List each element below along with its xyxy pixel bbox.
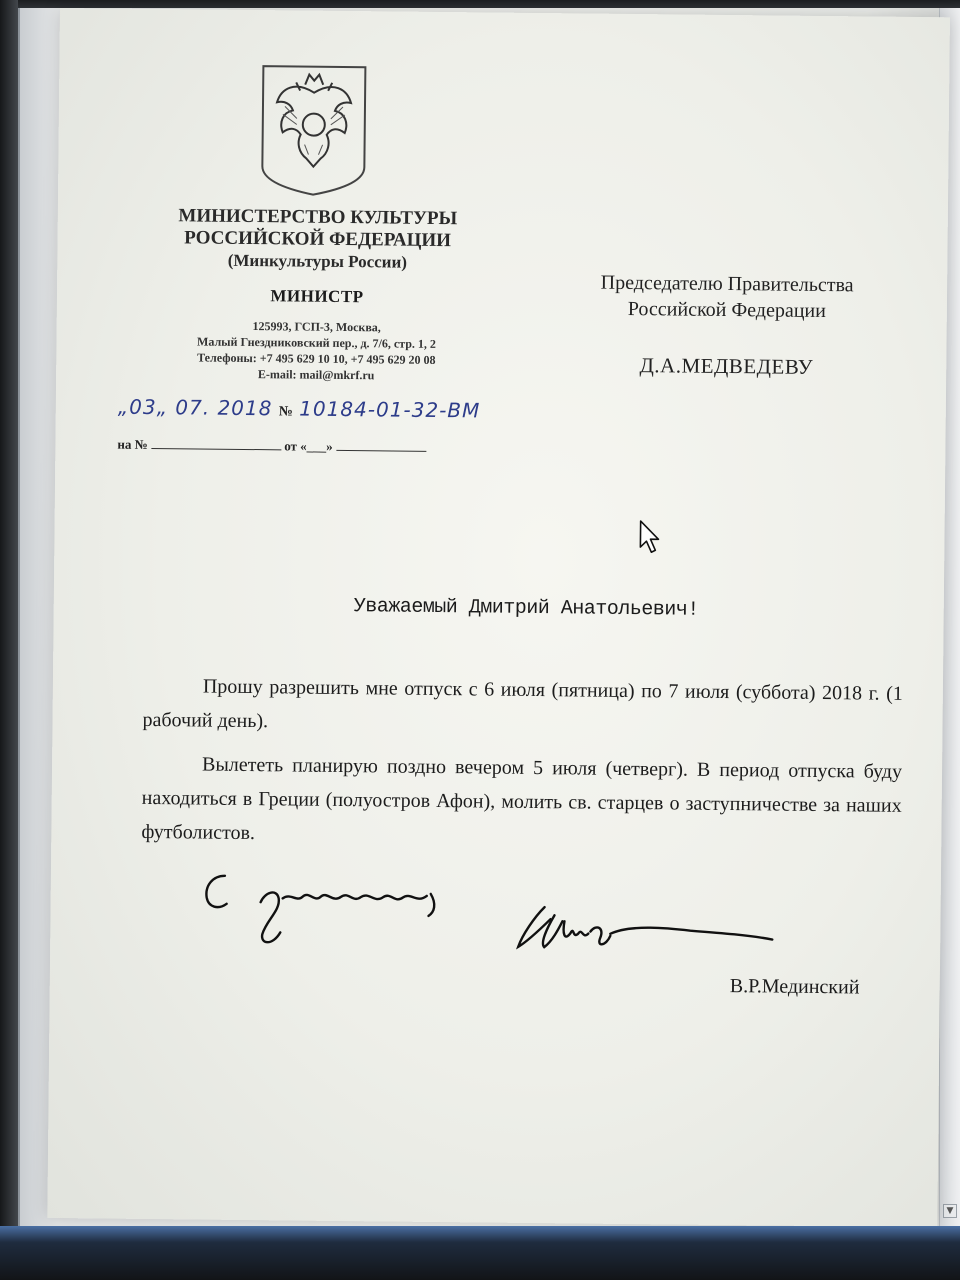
email: E-mail: mail@mkrf.ru: [257, 367, 375, 383]
handwritten-closing: [190, 861, 511, 974]
paragraph-1: Прошу разрешить мне отпуск с 6 июля (пятница) по 7 июля (суббота) 2018 г. (1 рабочий день).: [142, 675, 903, 733]
recipient-name: Д.А.МЕДВЕДЕВУ: [639, 353, 814, 379]
number-label: №: [278, 404, 293, 420]
reference-line: [117, 437, 426, 456]
handwritten-signature: [510, 893, 781, 966]
mouse-pointer-icon: [637, 519, 663, 555]
letter-page: [47, 8, 950, 1227]
org-line-2: РОССИЙСКОЙ ФЕДЕРАЦИИ: [184, 227, 452, 252]
ref-label: на №: [117, 436, 148, 452]
paragraph-2: Вылететь планирую поздно вечером 5 июля (четверг). В период отпуска буду находиться в Греции (полуостров Афон), молить св. старцев о заступничестве за наших футболистов.: [141, 753, 903, 845]
recipient-line-2: Российской Федерации: [627, 297, 826, 323]
signer-name: В.Р.Мединский: [729, 975, 860, 999]
scroll-down-arrow-icon[interactable]: ▼: [943, 1204, 957, 1218]
russian-coat-of-arms-icon: [254, 62, 373, 199]
ref-date-blank: [336, 440, 426, 452]
monitor-bezel-bottom: [0, 1226, 960, 1280]
monitor-bezel-left: [0, 0, 18, 1280]
ref-blank: [151, 438, 281, 450]
letter-body: [141, 669, 903, 867]
address-line-1: 125993, ГСП-3, Москва,: [252, 319, 381, 335]
org-line-1: МИНИСТЕРСТВО КУЛЬТУРЫ: [178, 205, 458, 230]
ministry-address: [136, 317, 497, 385]
address-line-2: Малый Гнездниковский пер., д. 7/6, стр. 1, 2: [196, 334, 437, 351]
phones: Телефоны: +7 495 629 10 10, +7 495 629 20 08: [197, 350, 436, 367]
position-title: МИНИСТР: [270, 286, 364, 307]
org-short-name: (Минкультуры России): [227, 250, 408, 272]
document-viewer-window: [18, 8, 960, 1228]
recipient-block: [576, 269, 877, 380]
ref-from-label: от: [284, 438, 298, 454]
ref-quote: «___»: [300, 438, 333, 454]
recipient-line-1: Председателю Правительства: [600, 271, 854, 297]
handwritten-date: „03„ 07. 2018: [117, 394, 273, 421]
handwritten-number: 10184-01-32-ВМ: [299, 396, 481, 423]
ministry-name: [137, 205, 498, 275]
date-and-number-line: [118, 395, 481, 423]
salutation: Уважаемый Дмитрий Анатольевич!: [353, 595, 699, 622]
